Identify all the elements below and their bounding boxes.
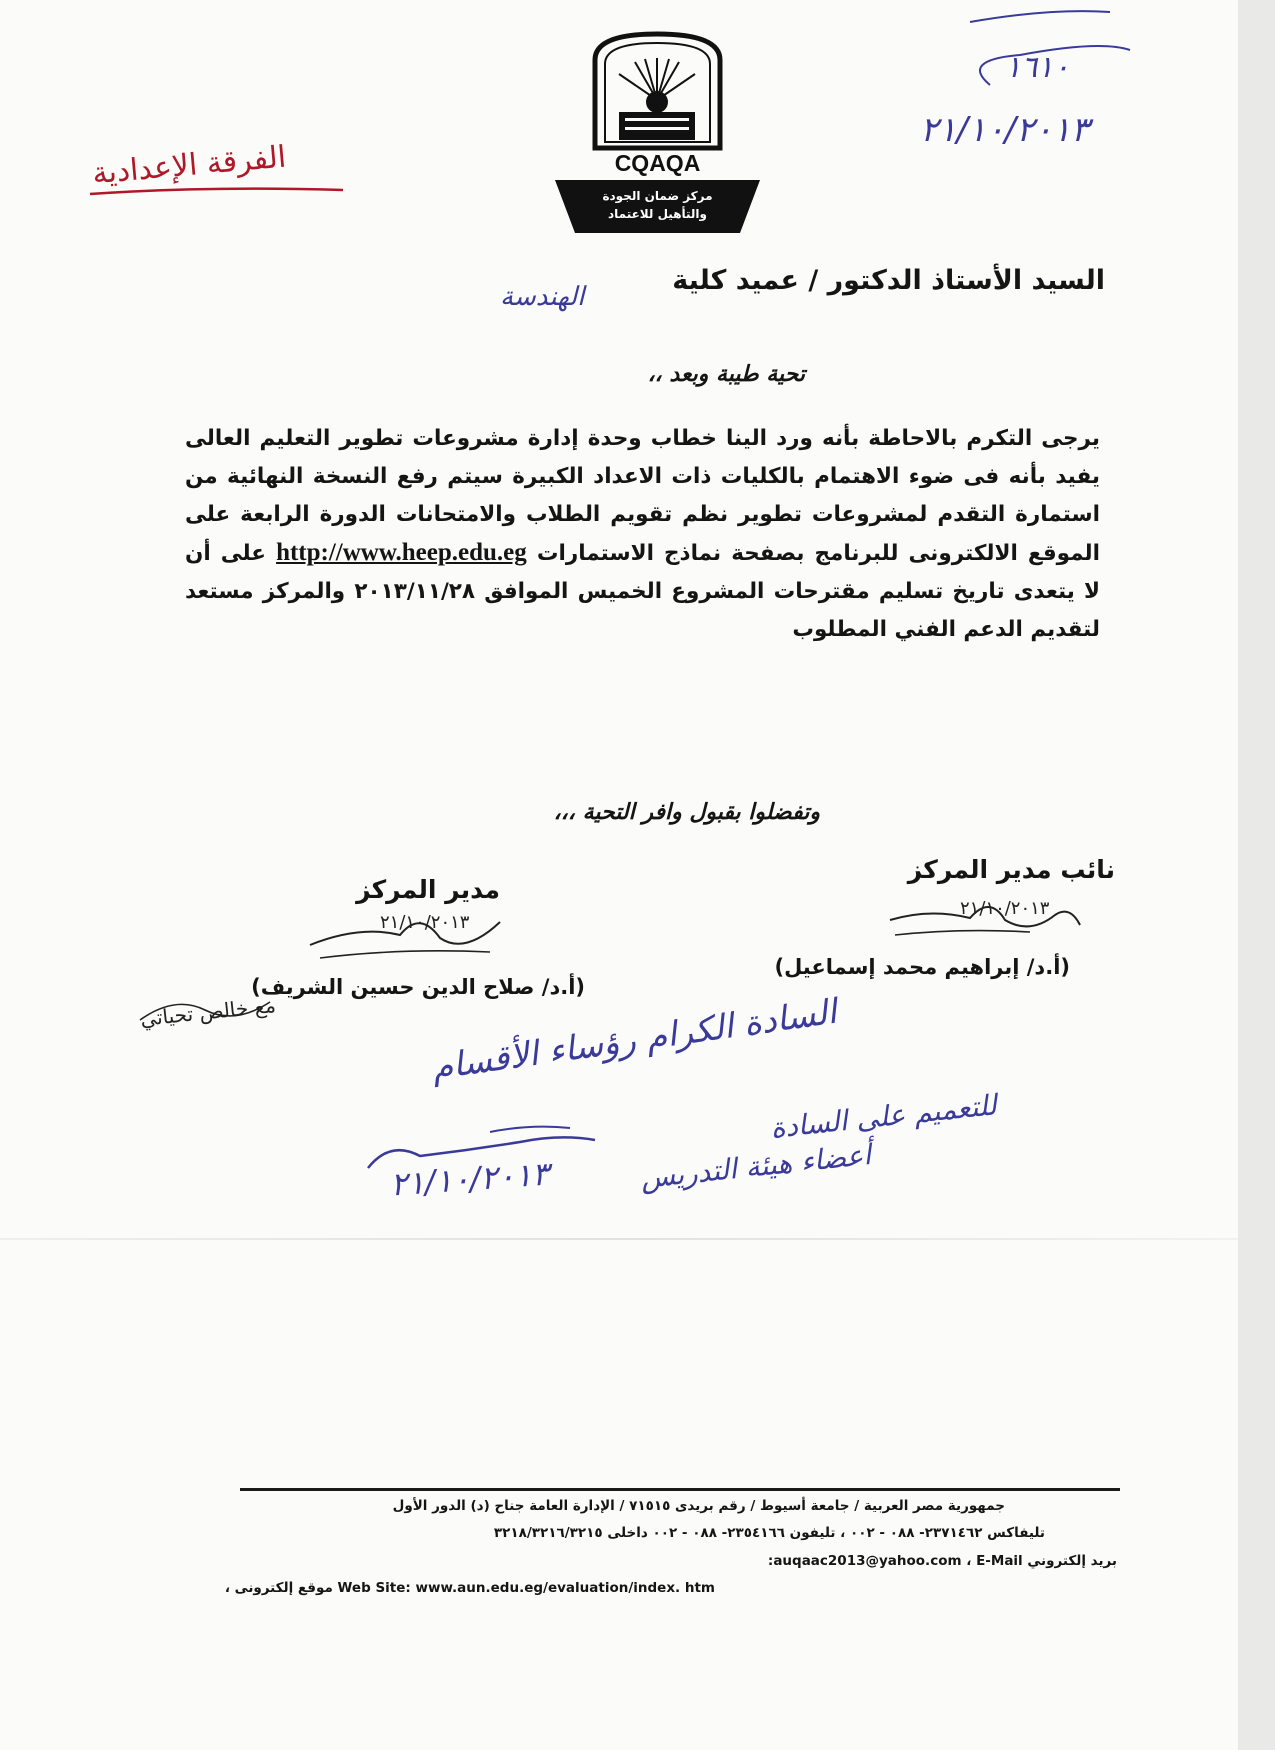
vice-director-sign-date: ٢١/١٠/٢٠١٣ xyxy=(960,898,1050,919)
director-sign-date: ٢١/١٠/٢٠١٣ xyxy=(380,912,470,933)
program-url-link[interactable]: http://www.heep.edu.eg xyxy=(276,539,527,566)
university-logo xyxy=(555,30,760,235)
vice-director-name: (أ.د/ إبراهيم محمد إسماعيل) xyxy=(774,955,1070,979)
footer-website: Web Site: www.aun.edu.eg/evaluation/index. htm موقع إلكترونى ، xyxy=(224,1580,715,1596)
letter-body xyxy=(185,420,1100,649)
paper-fold xyxy=(0,1238,1238,1240)
handwritten-dean-note-line3: أعضاء هيئة التدريس xyxy=(638,1137,873,1196)
letter-body-text-2: على أن لا يتعدى تاريخ تسليم مقترحات المشروع الخميس الموافق ٢٠١٣/١١/٢٨ والمركز مستعد لتقديم الدعم الفني المطلوب xyxy=(185,541,1101,642)
letter-addressee: السيد الأستاذ الدكتور / عميد كلية xyxy=(672,265,1105,296)
scan-edge xyxy=(1238,0,1275,1750)
vice-director-title: نائب مدير المركز xyxy=(907,855,1115,884)
manager-note-stroke xyxy=(135,990,275,1030)
logo-banner-line2: والتأهيل للاعتماد xyxy=(607,207,707,221)
letter-body-text-1: يرجى التكرم بالاحاطة بأنه ورد الينا خطاب وحدة إدارة مشروعات تطوير التعليم العالى يفيد بأنه فى ضوء الاهتمام بالكليات ذات الاعداد الكبيرة سيتم رفع النسخة النهائية من استمارة التقدم لمشروعات تطوير نظم تقويم الطلاب والامتحانات الدورة الرابعة على الموقع الالكترونى للبرنامج بصفحة نماذج الاستمارات xyxy=(185,426,1100,566)
handwritten-note-top-left: الفرقة الإعدادية xyxy=(90,139,288,192)
registry-scribble xyxy=(960,0,1190,110)
handwritten-manager-note: مع خالص تحياتي xyxy=(139,992,277,1032)
logo-banner-line1: مركز ضمان الجودة xyxy=(602,189,713,203)
handwritten-faculty-name: الهندسة xyxy=(500,282,585,312)
letter-closing: وتفضلوا بقبول وافر التحية ،،، xyxy=(553,800,820,825)
handwritten-registry-number: ١٦١٠ xyxy=(1005,50,1070,85)
letter-greeting: تحية طيبة وبعد ،، xyxy=(647,362,805,387)
logo-seal-icon xyxy=(555,30,760,235)
director-title: مدير المركز xyxy=(356,875,500,904)
footer-address: جمهورية مصر العربية / جامعة أسيوط / رقم بريدى ٧١٥١٥ / الإدارة العامة جناح (د) الدور الأول xyxy=(392,1498,1005,1514)
footer-email: بريد إلكتروني auqaac2013@yahoo.com ، E-Mail: xyxy=(767,1553,1117,1569)
note-underline xyxy=(88,178,348,208)
logo-acronym: CQAQA xyxy=(614,150,701,176)
handwritten-registry-date: ٢١/١٠/٢٠١٣ xyxy=(920,110,1090,150)
footer-phones: تليفاكس ٢٣٧١٤٦٢- ٠٨٨ - ٠٠٢ ، تليفون ٢٣٥٤١٦٦- ٠٨٨ - ٠٠٢ داخلى ٣٢١٨/٣٢١٦/٣٢١٥ xyxy=(493,1525,1045,1541)
footer-divider xyxy=(240,1488,1120,1491)
director-name: (أ.د/ صلاح الدين حسين الشريف) xyxy=(251,975,585,999)
handwritten-dean-date: ٢١/١٠/٢٠١٣ xyxy=(388,1154,551,1204)
handwritten-dean-note-line2: للتعميم على السادة xyxy=(768,1088,999,1145)
handwritten-dean-note-line1: السادة الكرام رؤساء الأقسام xyxy=(429,991,840,1089)
